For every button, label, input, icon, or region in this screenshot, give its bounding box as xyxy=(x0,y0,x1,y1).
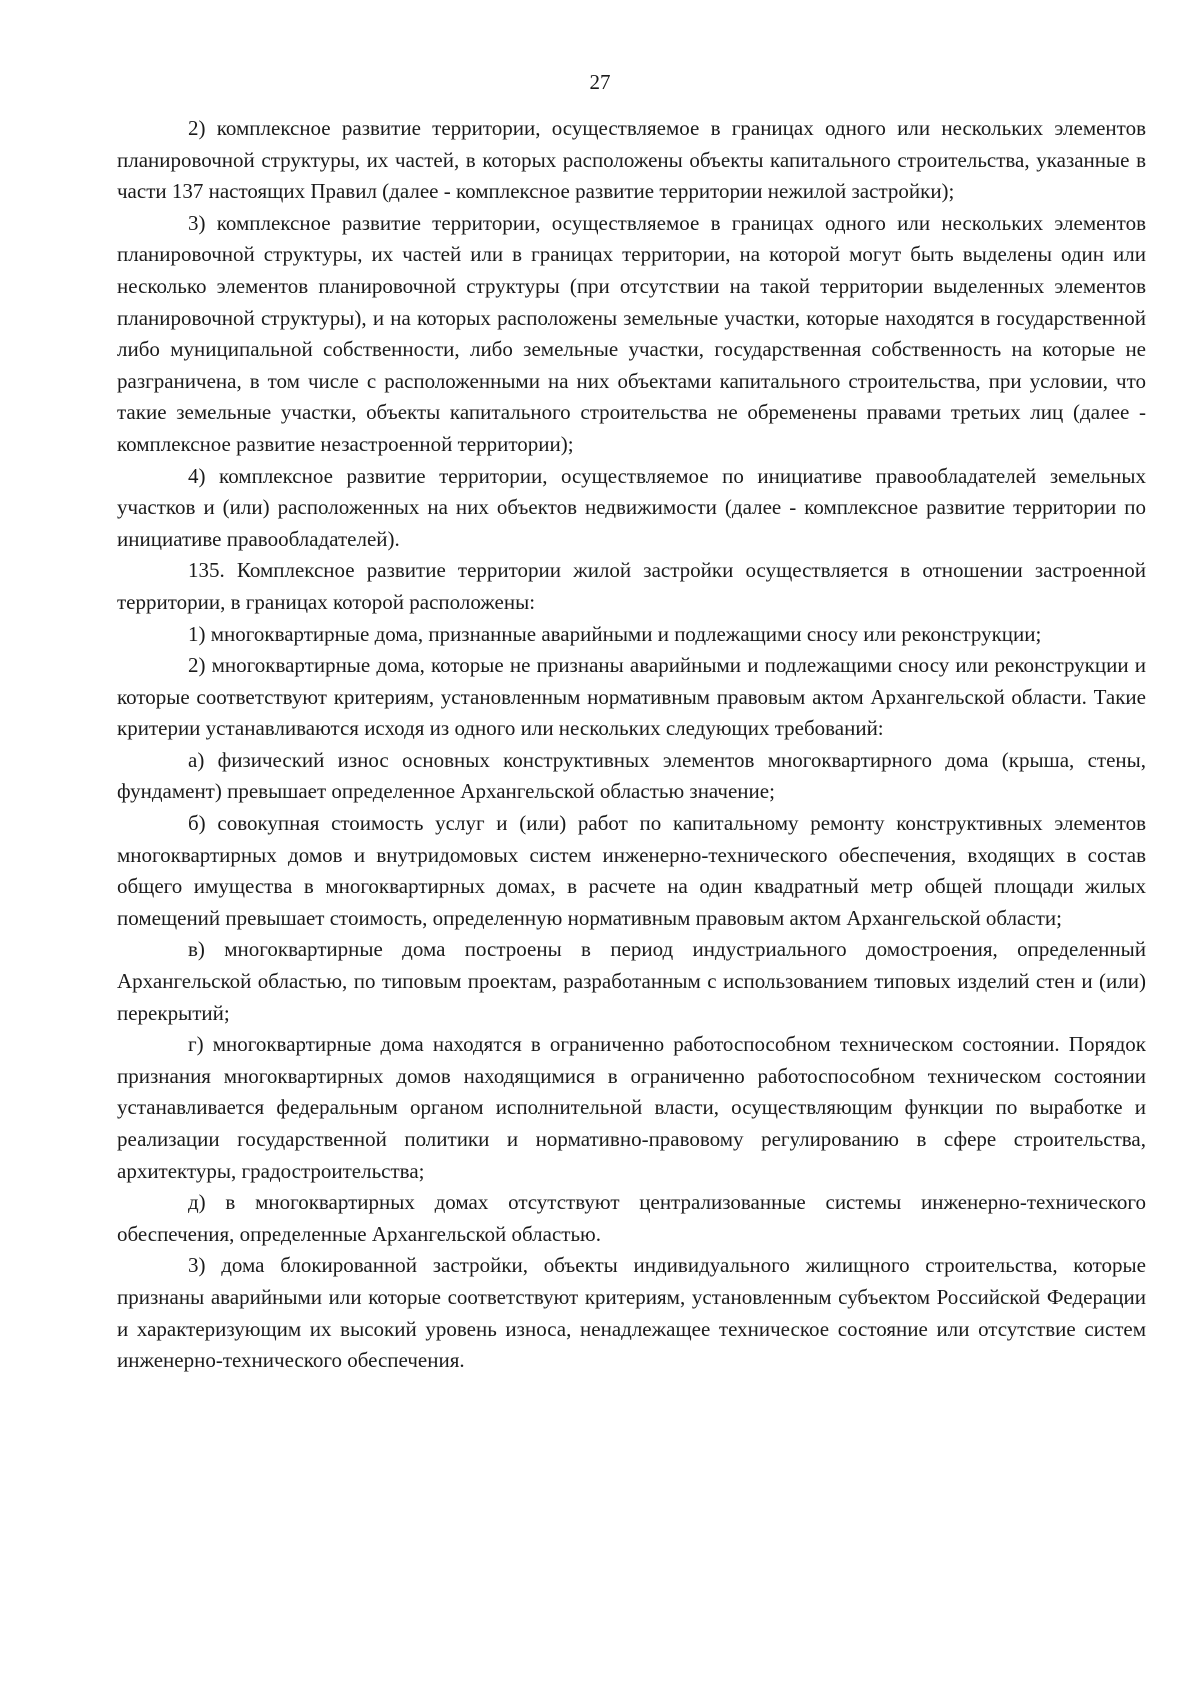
page-number: 27 xyxy=(589,70,611,94)
paragraph-135-item-2: 2) многоквартирные дома, которые не признаны аварийными и подлежащими сносу или реконструкции и которые соответствуют критериям, установленным нормативным правовым актом Архангельской области. Такие критерии устанавливаются исходя из одного или нескольких следующих требований: xyxy=(117,653,1146,741)
paragraph-subitem-a: а) физический износ основных конструктивных элементов многоквартирного дома (крыша, стены, фундамент) превышает определенное Архангельской областью значение; xyxy=(117,747,1146,804)
document-body xyxy=(117,113,1146,1377)
paragraph-135-item-1: 1) многоквартирные дома, признанные аварийными и подлежащими сносу или реконструкции; xyxy=(188,621,1042,646)
paragraph-subitem-g: г) многоквартирные дома находятся в ограниченно работоспособном техническом состоянии. Порядок признания многоквартирных домов находящимися в ограниченно работоспособном техническом состоянии устанавливается федеральным органом исполнительной власти, осуществляющим функции по выработке и реализации государственной политики и нормативно-правовому регулированию в сфере строительства, архитектуры, градостроительства; xyxy=(117,1032,1146,1183)
paragraph-135: 135. Комплексное развитие территории жилой застройки осуществляется в отношении застроенной территории, в границах которой расположены: xyxy=(117,558,1146,614)
paragraph-item-3: 3) комплексное развитие территории, осуществляемое в границах одного или нескольких элементов планировочной структуры, их частей или в границах территории, на которой могут быть выделены один или несколько элементов планировочной структуры (при отсутствии на такой территории выделенных элементов планировочной структуры), и на которых расположены земельные участки, которые находятся в государственной либо муниципальной собственности, либо земельные участки, государственная собственность на которые не разграничена, в том числе с расположенными на них объектами капитального строительства, при условии, что такие земельные участки, объекты капитального строительства не обременены правами третьих лиц (далее - комплексное развитие незастроенной территории); xyxy=(117,210,1146,456)
paragraph-subitem-d: д) в многоквартирных домах отсутствуют централизованные системы инженерно-технического обеспечения, определенные Архангельской областью. xyxy=(117,1190,1146,1246)
paragraph-subitem-v: в) многоквартирные дома построены в период индустриального домостроения, определенный Архангельской областью, по типовым проектам, разработанным с использованием типовых изделий стен и (или) перекрытий; xyxy=(117,937,1146,1025)
paragraph-135-item-3: 3) дома блокированной застройки, объекты индивидуального жилищного строительства, которые признаны аварийными или которые соответствуют критериям, установленным субъектом Российской Федерации и характеризующим их высокий уровень износа, ненадлежащее техническое состояние или отсутствие систем инженерно-технического обеспечения. xyxy=(117,1253,1146,1373)
paragraph-item-2: 2) комплексное развитие территории, осуществляемое в границах одного или нескольких элементов планировочной структуры, их частей, в которых расположены объекты капитального строительства, указанные в части 137 настоящих Правил (далее - комплексное развитие территории нежилой застройки); xyxy=(117,116,1146,204)
paragraph-subitem-b: б) совокупная стоимость услуг и (или) работ по капитальному ремонту конструктивных элементов многоквартирных домов и внутридомовых систем инженерно-технического обеспечения, входящих в состав общего имущества в многоквартирных домах, в расчете на один квадратный метр общей площади жилых помещений превышает стоимость, определенную нормативным правовым актом Архангельской области; xyxy=(117,811,1146,930)
paragraph-item-4: 4) комплексное развитие территории, осуществляемое по инициативе правообладателей земельных участков и (или) расположенных на них объектов недвижимости (далее - комплексное развитие территории по инициативе правообладателей). xyxy=(117,463,1146,551)
